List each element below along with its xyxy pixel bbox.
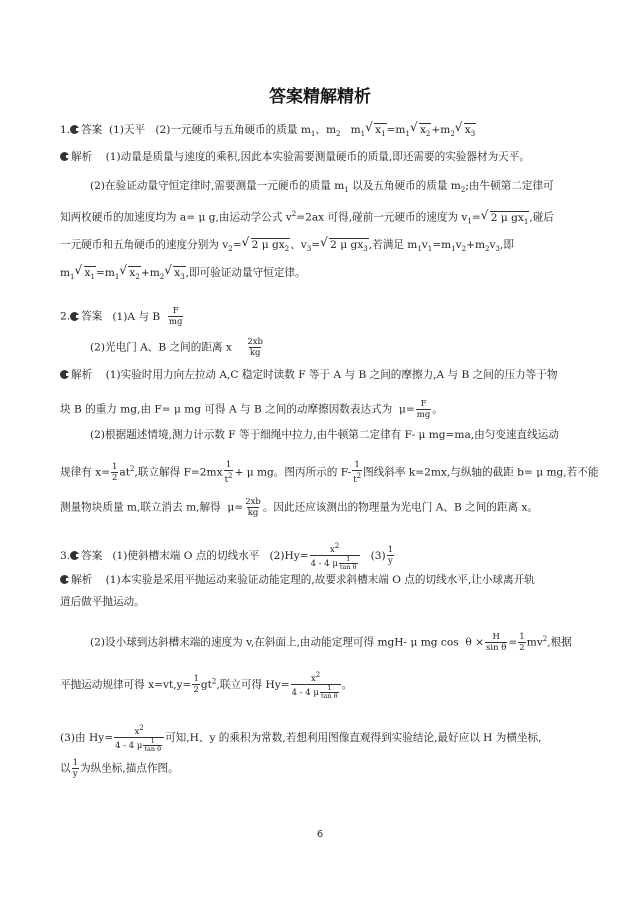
q2-analysis-1a: 解析 (1)实验时用力向左拉动 A,C 稳定时读数 F 等于 A 与 B 之间的摩擦力,A 与 B 之间的压力等于物 (60, 369, 557, 382)
answer-marker-icon (70, 312, 79, 321)
answer-marker-icon (70, 551, 79, 560)
q2-answer-line-1: 2. 答案 (1)A 与 B $\frac{F}{mg}$ (60, 306, 183, 327)
q3-answer-tag: 答案 (81, 549, 103, 562)
q3-analysis-1a: 解析 (1)本实验是采用平抛运动来验证动能定理的,故要求斜槽末端 O 点的切线水平,让小球离开轨 (60, 574, 535, 587)
q1-analysis-1: 解析 (1)动量是质量与速度的乘积,因此本实验需要测量硬币的质量,即还需要的实验器材为天平。 (60, 151, 530, 164)
q3-analysis-2a: (2)设小球到达斜槽末端的速度为 v,在斜面上,由动能定理可得 mgH- μ mg cos θ × $\frac{H}{\text{sin θ}}$ = $\frac{1}{2}$ $mv^2$,根据 (90, 632, 572, 653)
q1-analysis-2b: 知两枚硬币的加速度均为 a= μ g,由运动学公式 $v^2=2ax$ 可得,碰前一元硬币的速度为 $v_1=√$ 2 μ $gx_1$,碰后 (60, 208, 554, 229)
analysis-marker-icon (60, 152, 69, 161)
page-title: 答案精解精析 (269, 87, 371, 107)
q1-label: 1. (60, 124, 71, 136)
analysis-marker-icon (60, 370, 69, 379)
q2-analysis-2c: 测量物块质量 m,联立消去 m,解得 μ= $\frac{2xb}{kg}$ 。因此还应该测出的物理量为光电门 A、B 之间的距离 x。 (60, 497, 539, 518)
q2-answer-line-2: (2)光电门 A、B 之间的距离 x $\frac{2xb}{kg}$ (90, 337, 263, 358)
q3-analysis-tag: 解析 (71, 574, 93, 586)
q3-analysis-2b: 平抛运动规律可得 x=vt,y= $\frac{1}{2}$ $gt^2$,联立可得 Hy= $x^2$ 4 - 4 μ $\frac{1}{\text{tan θ}}$ 。 (60, 671, 353, 700)
page-number: 6 (316, 829, 324, 840)
q1-analysis-2a: (2)在验证动量守恒定律时,需要测量一元硬币的质量 $m_1$ 以及五角硬币的质量 $m_2$;由牛顿第二定律可 (90, 180, 554, 195)
analysis-marker-icon (60, 575, 69, 584)
q2-label: 2. (60, 310, 71, 323)
q3-analysis-1b: 道后做平抛运动。 (60, 596, 145, 608)
q2-analysis-1b: 块 B 的重力 mg,由 F= μ mg 可得 A 与 B 之间的动摩擦因数表达式为 μ= $\frac{F}{mg}$ 。 (60, 399, 443, 420)
q2-answer-tag: 答案 (81, 310, 103, 323)
q1-answer-line (60, 123, 476, 141)
q2-analysis-2a: (2)根据题述情境,测力计示数 F 等于细绳中拉力,由牛顿第二定律有 F- μ mg=ma,由匀变速直线运动 (90, 429, 559, 441)
q3-analysis-3b: 以 $\frac{1}{y}$ 为纵坐标,描点作图。 (60, 758, 179, 779)
q2-analysis-tag: 解析 (71, 369, 93, 381)
q1-analysis-2d: $m_1√$ $x_1=m_1√$ $x_2+m_2√$ $x_3$,即可验证动量守恒定律。 (60, 266, 306, 284)
q3-answer-line: 3. 答案 (1)使斜槽末端 O 点的切线水平 (2)Hy= $x^2$ 4 - 4 μ $\frac{1}{\text{tan θ}}$ (3) $\frac{1}{y}$ (60, 542, 394, 571)
q1-answer-text: (1)天平 (2)一元硬币与五角硬币的质量 $m_1$、$m_2$ $m_1√$ $x_1=m_1√$ $x_2+m_2√$ $x_3$ (106, 124, 477, 136)
q2-analysis-2b: 规律有 x= $\frac{1}{2}$ $at^2$,联立解得 F=2mx $\frac{1}{t^2}$ + μ mg。图丙所示的 F- $\frac{1}{t^2}$ 图线斜率 k=2mx,与纵轴的截距 b= μ mg,若不能 (60, 460, 599, 485)
q1-answer-tag: 答案 (81, 124, 103, 136)
answer-marker-icon (70, 125, 79, 134)
q1-analysis-tag: 解析 (71, 151, 93, 163)
q3-analysis-3a: (3)由 Hy= $x^2$ 4 - 4 μ $\frac{1}{\text{tan θ}}$ 可知,H、y 的乘积为常数,若想利用图像直观得到实验结论,最好应以 H 为横坐标, (60, 724, 542, 753)
q3-label: 3. (60, 549, 71, 562)
q1-analysis-2c: 一元硬币和五角硬币的速度分别为 $v_2=√$ 2 μ $gx_2$、$v_3=√$ 2 μ $gx_3$,若满足 $m_1v_1=m_1v_2+m_2v_3$,即 (60, 238, 514, 256)
